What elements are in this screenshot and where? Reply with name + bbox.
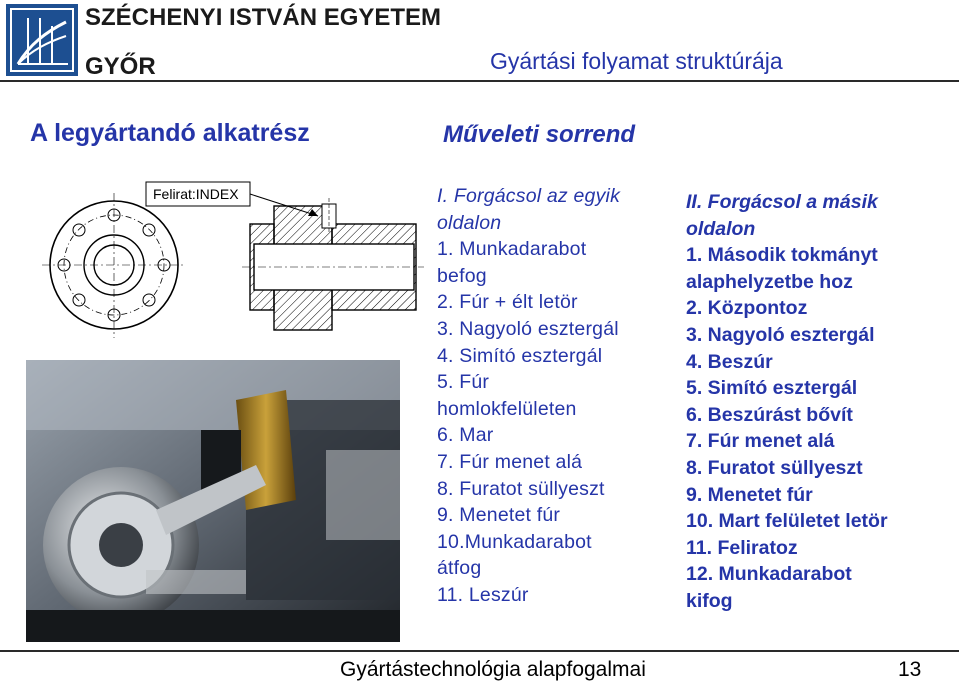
side2-step: 2. Központoz (686, 297, 808, 320)
operations-heading: Műveleti sorrend (443, 121, 636, 148)
side1-step: 1. Munkadarabot (437, 238, 587, 261)
side2-step: 9. Menetet fúr (686, 483, 813, 506)
drawing-label: Felirat:INDEX (153, 186, 239, 202)
side2-step: 11. Feliratoz (686, 536, 798, 559)
part-technical-drawing (36, 178, 428, 344)
university-logo-icon (6, 4, 78, 76)
side2-step: 6. Beszúrást bővít (686, 403, 853, 426)
part-heading: A legyártandó alkatrész (30, 119, 310, 147)
side1-step: 11. Leszúr (437, 583, 529, 606)
side1-title-line: oldalon (437, 211, 502, 234)
side2-step: 12. Munkadarabot (686, 563, 852, 586)
university-city: GYŐR (85, 53, 156, 80)
side2-step: alaphelyzetbe hoz (686, 270, 853, 293)
side1-step: 9. Menetet fúr (437, 504, 561, 527)
side1-step: 3. Nagyoló esztergál (437, 317, 619, 340)
footer-course-title: Gyártástechnológia alapfogalmai (340, 658, 646, 681)
side2-step: 8. Furatot süllyeszt (686, 456, 863, 479)
side1-title-line: I. Forgácsol az egyik (437, 185, 621, 207)
side1-step: átfog (437, 557, 482, 580)
header-divider (0, 80, 959, 82)
side1-step: 2. Fúr + élt letör (437, 291, 578, 314)
side2-title-line: oldalon (686, 217, 756, 240)
side2-title-line: II. Forgácsol a másik (686, 191, 878, 213)
page-number: 13 (898, 658, 922, 681)
slide-topic: Gyártási folyamat struktúrája (490, 48, 783, 74)
side1-step: homlokfelületen (437, 397, 577, 420)
university-name: SZÉCHENYI ISTVÁN EGYETEM (85, 4, 442, 31)
side1-step: 5. Fúr (437, 371, 490, 394)
footer-divider (0, 650, 959, 652)
operations-side2-list (686, 189, 888, 615)
side2-step: 4. Beszúr (686, 350, 773, 373)
side2-step: 10. Mart felületet letör (686, 510, 888, 533)
side1-step: 4. Simító esztergál (437, 344, 603, 367)
side1-step: 10.Munkadarabot (437, 530, 592, 553)
side2-step: 1. Második tokmányt (686, 244, 878, 267)
side1-step: 7. Fúr menet alá (437, 450, 583, 473)
operations-side1-list (437, 183, 620, 609)
lathe-machining-photo (26, 360, 400, 642)
side1-step: 6. Mar (437, 424, 494, 447)
side1-step: 8. Furatot süllyeszt (437, 477, 605, 500)
side2-step: kifog (686, 589, 733, 612)
side1-step: befog (437, 264, 487, 287)
side2-step: 7. Fúr menet alá (686, 430, 835, 453)
side2-step: 5. Simító esztergál (686, 377, 858, 400)
side2-step: 3. Nagyoló esztergál (686, 323, 875, 346)
